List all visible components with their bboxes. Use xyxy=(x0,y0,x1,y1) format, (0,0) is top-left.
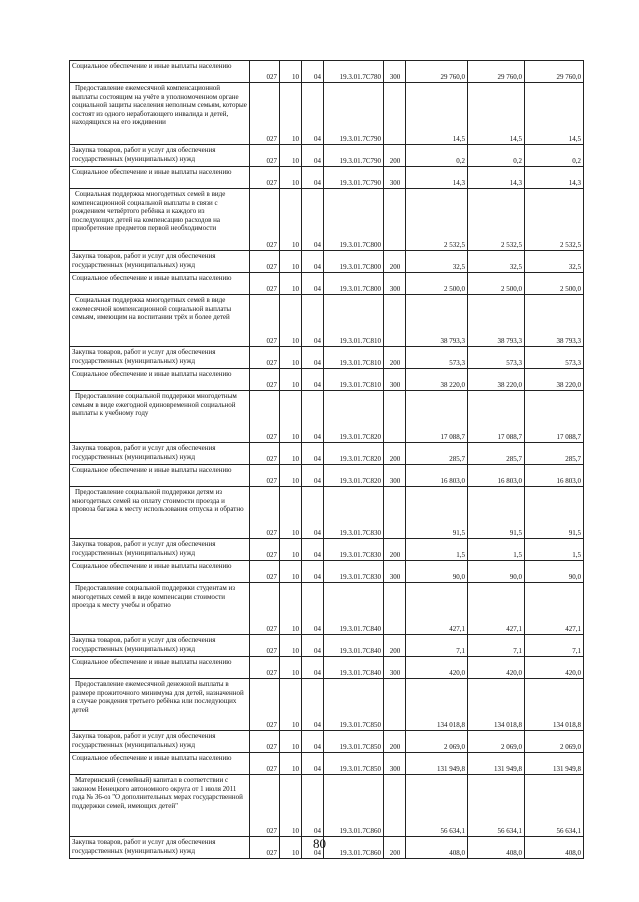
cell-expense-type: 200 xyxy=(384,539,406,561)
cell-target-article: 19.3.01.7С790 xyxy=(324,83,384,145)
cell-target-article: 19.3.01.7С810 xyxy=(324,295,384,347)
cell-expense-type: 300 xyxy=(384,465,406,487)
row-description: Социальное обеспечение и иные выплаты населению xyxy=(70,369,250,391)
cell-section-code: 10 xyxy=(280,731,302,753)
cell-ministry-code: 027 xyxy=(250,539,280,561)
table-row xyxy=(70,753,584,775)
cell-amount-year-3: 14,3 xyxy=(525,167,584,189)
cell-amount-year-3: 2 532,5 xyxy=(525,189,584,251)
table-row xyxy=(70,561,584,583)
row-description: Социальное обеспечение и иные выплаты населению xyxy=(70,167,250,189)
cell-section-code: 10 xyxy=(280,83,302,145)
cell-amount-year-2: 56 634,1 xyxy=(468,775,525,837)
cell-subsection-code: 04 xyxy=(302,369,324,391)
cell-expense-type: 300 xyxy=(384,369,406,391)
cell-ministry-code: 027 xyxy=(250,837,280,859)
row-description: Закупка товаров, работ и услуг для обеспечения государственных (муниципальных) нужд xyxy=(70,347,250,369)
cell-target-article: 19.3.01.7С840 xyxy=(324,657,384,679)
cell-amount-year-3: 573,3 xyxy=(525,347,584,369)
budget-table xyxy=(69,60,584,859)
cell-amount-year-1: 134 018,8 xyxy=(406,679,468,731)
cell-amount-year-2: 408,0 xyxy=(468,837,525,859)
cell-expense-type xyxy=(384,189,406,251)
cell-amount-year-3: 17 088,7 xyxy=(525,391,584,443)
cell-expense-type: 300 xyxy=(384,61,406,83)
cell-target-article: 19.3.01.7С810 xyxy=(324,369,384,391)
cell-target-article: 19.3.01.7С820 xyxy=(324,391,384,443)
cell-expense-type xyxy=(384,583,406,635)
table-row xyxy=(70,635,584,657)
cell-ministry-code: 027 xyxy=(250,487,280,539)
cell-subsection-code: 04 xyxy=(302,635,324,657)
row-description: Предоставление социальной поддержки многодетным семьям в виде ежегодной единовременной социальной выплаты к учебному году xyxy=(70,391,250,443)
cell-ministry-code: 027 xyxy=(250,635,280,657)
cell-target-article: 19.3.01.7С780 xyxy=(324,61,384,83)
cell-ministry-code: 027 xyxy=(250,391,280,443)
cell-amount-year-1: 2 532,5 xyxy=(406,189,468,251)
cell-target-article: 19.3.01.7С830 xyxy=(324,561,384,583)
cell-subsection-code: 04 xyxy=(302,561,324,583)
cell-subsection-code: 04 xyxy=(302,251,324,273)
cell-amount-year-1: 56 634,1 xyxy=(406,775,468,837)
cell-expense-type: 300 xyxy=(384,753,406,775)
cell-subsection-code: 04 xyxy=(302,167,324,189)
cell-expense-type xyxy=(384,295,406,347)
cell-target-article: 19.3.01.7С840 xyxy=(324,583,384,635)
cell-ministry-code: 027 xyxy=(250,251,280,273)
cell-section-code: 10 xyxy=(280,273,302,295)
cell-section-code: 10 xyxy=(280,657,302,679)
cell-section-code: 10 xyxy=(280,561,302,583)
cell-amount-year-3: 14,5 xyxy=(525,83,584,145)
cell-target-article: 19.3.01.7С800 xyxy=(324,189,384,251)
cell-amount-year-1: 1,5 xyxy=(406,539,468,561)
row-description: Социальное обеспечение и иные выплаты населению xyxy=(70,561,250,583)
row-description: Закупка товаров, работ и услуг для обеспечения государственных (муниципальных) нужд xyxy=(70,539,250,561)
cell-expense-type: 200 xyxy=(384,347,406,369)
cell-ministry-code: 027 xyxy=(250,657,280,679)
cell-amount-year-3: 56 634,1 xyxy=(525,775,584,837)
cell-expense-type: 200 xyxy=(384,635,406,657)
table-row xyxy=(70,189,584,251)
cell-amount-year-3: 90,0 xyxy=(525,561,584,583)
cell-target-article: 19.3.01.7С810 xyxy=(324,347,384,369)
table-row xyxy=(70,145,584,167)
cell-expense-type: 200 xyxy=(384,145,406,167)
cell-amount-year-1: 285,7 xyxy=(406,443,468,465)
cell-ministry-code: 027 xyxy=(250,83,280,145)
cell-ministry-code: 027 xyxy=(250,273,280,295)
cell-subsection-code: 04 xyxy=(302,583,324,635)
table-row xyxy=(70,583,584,635)
cell-amount-year-3: 408,0 xyxy=(525,837,584,859)
table-row xyxy=(70,657,584,679)
cell-amount-year-2: 420,0 xyxy=(468,657,525,679)
cell-section-code: 10 xyxy=(280,679,302,731)
cell-section-code: 10 xyxy=(280,251,302,273)
cell-amount-year-2: 1,5 xyxy=(468,539,525,561)
cell-expense-type: 300 xyxy=(384,273,406,295)
cell-target-article: 19.3.01.7С800 xyxy=(324,273,384,295)
cell-ministry-code: 027 xyxy=(250,679,280,731)
cell-amount-year-1: 0,2 xyxy=(406,145,468,167)
cell-amount-year-3: 16 803,0 xyxy=(525,465,584,487)
cell-amount-year-2: 573,3 xyxy=(468,347,525,369)
row-description: Предоставление ежемесячной денежной выплаты в размере прожиточного минимума для детей, назначенной в случае рождения третьего ребёнка или последующих детей xyxy=(70,679,250,731)
cell-amount-year-1: 14,3 xyxy=(406,167,468,189)
table-row xyxy=(70,679,584,731)
cell-amount-year-3: 7,1 xyxy=(525,635,584,657)
cell-ministry-code: 027 xyxy=(250,145,280,167)
cell-ministry-code: 027 xyxy=(250,561,280,583)
row-description: Закупка товаров, работ и услуг для обеспечения государственных (муниципальных) нужд xyxy=(70,251,250,273)
cell-target-article: 19.3.01.7С840 xyxy=(324,635,384,657)
cell-amount-year-3: 131 949,8 xyxy=(525,753,584,775)
cell-expense-type xyxy=(384,487,406,539)
cell-subsection-code: 04 xyxy=(302,443,324,465)
cell-amount-year-1: 408,0 xyxy=(406,837,468,859)
cell-amount-year-1: 16 803,0 xyxy=(406,465,468,487)
cell-expense-type: 300 xyxy=(384,167,406,189)
table-row xyxy=(70,347,584,369)
cell-section-code: 10 xyxy=(280,583,302,635)
cell-subsection-code: 04 xyxy=(302,753,324,775)
cell-amount-year-3: 29 760,0 xyxy=(525,61,584,83)
table-row xyxy=(70,251,584,273)
cell-amount-year-3: 427,1 xyxy=(525,583,584,635)
cell-target-article: 19.3.01.7С790 xyxy=(324,167,384,189)
cell-ministry-code: 027 xyxy=(250,369,280,391)
row-description: Закупка товаров, работ и услуг для обеспечения государственных (муниципальных) нужд xyxy=(70,635,250,657)
cell-amount-year-1: 38 793,3 xyxy=(406,295,468,347)
cell-ministry-code: 027 xyxy=(250,753,280,775)
row-description: Материнский (семейный) капитал в соответствии с законом Ненецкого автономного округа от 1 июля 2011 года № 36-оз "О дополнительных мерах государственной поддержки семей, имеющих детей" xyxy=(70,775,250,837)
cell-target-article: 19.3.01.7С860 xyxy=(324,837,384,859)
row-description: Социальное обеспечение и иные выплаты населению xyxy=(70,61,250,83)
cell-amount-year-3: 1,5 xyxy=(525,539,584,561)
cell-expense-type: 300 xyxy=(384,561,406,583)
cell-amount-year-3: 420,0 xyxy=(525,657,584,679)
cell-subsection-code: 04 xyxy=(302,657,324,679)
cell-section-code: 10 xyxy=(280,347,302,369)
cell-section-code: 10 xyxy=(280,145,302,167)
cell-ministry-code: 027 xyxy=(250,189,280,251)
cell-amount-year-2: 38 793,3 xyxy=(468,295,525,347)
cell-expense-type: 200 xyxy=(384,837,406,859)
table-row xyxy=(70,273,584,295)
cell-amount-year-2: 131 949,8 xyxy=(468,753,525,775)
table-row xyxy=(70,391,584,443)
cell-amount-year-2: 427,1 xyxy=(468,583,525,635)
cell-expense-type xyxy=(384,679,406,731)
cell-amount-year-2: 16 803,0 xyxy=(468,465,525,487)
cell-subsection-code: 04 xyxy=(302,539,324,561)
cell-amount-year-3: 38 220,0 xyxy=(525,369,584,391)
table-row xyxy=(70,295,584,347)
cell-expense-type: 300 xyxy=(384,657,406,679)
cell-section-code: 10 xyxy=(280,295,302,347)
cell-subsection-code: 04 xyxy=(302,145,324,167)
cell-target-article: 19.3.01.7С800 xyxy=(324,251,384,273)
cell-target-article: 19.3.01.7С820 xyxy=(324,465,384,487)
page-number: 80 xyxy=(313,836,326,851)
cell-target-article: 19.3.01.7С850 xyxy=(324,731,384,753)
cell-amount-year-2: 0,2 xyxy=(468,145,525,167)
cell-amount-year-1: 420,0 xyxy=(406,657,468,679)
cell-amount-year-1: 91,5 xyxy=(406,487,468,539)
cell-target-article: 19.3.01.7С860 xyxy=(324,775,384,837)
cell-amount-year-2: 29 760,0 xyxy=(468,61,525,83)
row-description: Социальная поддержка многодетных семей в виде ежемесячной компенсационной социальной выплаты семьям, имеющим на воспитании трёх и более детей xyxy=(70,295,250,347)
cell-amount-year-3: 2 500,0 xyxy=(525,273,584,295)
row-description: Социальное обеспечение и иные выплаты населению xyxy=(70,465,250,487)
cell-subsection-code: 04 xyxy=(302,189,324,251)
table-row xyxy=(70,487,584,539)
cell-amount-year-2: 17 088,7 xyxy=(468,391,525,443)
cell-section-code: 10 xyxy=(280,753,302,775)
cell-subsection-code: 04 xyxy=(302,295,324,347)
cell-target-article: 19.3.01.7С850 xyxy=(324,679,384,731)
cell-expense-type xyxy=(384,391,406,443)
cell-expense-type xyxy=(384,775,406,837)
cell-expense-type: 200 xyxy=(384,251,406,273)
cell-amount-year-2: 14,3 xyxy=(468,167,525,189)
cell-target-article: 19.3.01.7С850 xyxy=(324,753,384,775)
cell-expense-type: 200 xyxy=(384,443,406,465)
cell-subsection-code: 04 xyxy=(302,731,324,753)
row-description: Предоставление социальной поддержки детям из многодетных семей на оплату стоимости проезда и провоза багажа к месту использования отпуска и обратно xyxy=(70,487,250,539)
cell-section-code: 10 xyxy=(280,391,302,443)
cell-amount-year-1: 38 220,0 xyxy=(406,369,468,391)
cell-expense-type: 200 xyxy=(384,731,406,753)
cell-amount-year-2: 2 069,0 xyxy=(468,731,525,753)
cell-section-code: 10 xyxy=(280,635,302,657)
cell-amount-year-2: 285,7 xyxy=(468,443,525,465)
cell-amount-year-3: 2 069,0 xyxy=(525,731,584,753)
row-description: Социальное обеспечение и иные выплаты населению xyxy=(70,273,250,295)
cell-amount-year-3: 134 018,8 xyxy=(525,679,584,731)
cell-amount-year-3: 91,5 xyxy=(525,487,584,539)
table-row xyxy=(70,83,584,145)
table-row xyxy=(70,369,584,391)
cell-target-article: 19.3.01.7С820 xyxy=(324,443,384,465)
cell-amount-year-2: 134 018,8 xyxy=(468,679,525,731)
cell-amount-year-3: 0,2 xyxy=(525,145,584,167)
table-row xyxy=(70,167,584,189)
table-row xyxy=(70,61,584,83)
cell-section-code: 10 xyxy=(280,465,302,487)
cell-section-code: 10 xyxy=(280,369,302,391)
cell-amount-year-2: 2 532,5 xyxy=(468,189,525,251)
cell-target-article: 19.3.01.7С830 xyxy=(324,487,384,539)
cell-amount-year-2: 14,5 xyxy=(468,83,525,145)
cell-ministry-code: 027 xyxy=(250,443,280,465)
cell-amount-year-1: 7,1 xyxy=(406,635,468,657)
cell-subsection-code: 04 xyxy=(302,391,324,443)
cell-expense-type xyxy=(384,83,406,145)
row-description: Предоставление ежемесячной компенсационной выплаты состоящим на учёте в уполномоченном органе социальной защиты населения неполным семьям, которые состоят из одного неработающего инвалида и детей, находящихся на его иждивении xyxy=(70,83,250,145)
cell-subsection-code: 04 xyxy=(302,679,324,731)
row-description: Закупка товаров, работ и услуг для обеспечения государственных (муниципальных) нужд xyxy=(70,145,250,167)
row-description: Социальная поддержка многодетных семей в виде компенсационной социальной выплаты в связи с рождением четвёртого ребёнка и каждого из последующих детей на компенсацию расходов на приобретение предметов первой необходимости xyxy=(70,189,250,251)
cell-amount-year-2: 90,0 xyxy=(468,561,525,583)
cell-section-code: 10 xyxy=(280,487,302,539)
table-row xyxy=(70,731,584,753)
row-description: Предоставление социальной поддержки студентам из многодетных семей в виде компенсации стоимости проезда к месту учебы и обратно xyxy=(70,583,250,635)
cell-amount-year-1: 2 500,0 xyxy=(406,273,468,295)
cell-subsection-code: 04 xyxy=(302,775,324,837)
cell-ministry-code: 027 xyxy=(250,775,280,837)
cell-amount-year-3: 32,5 xyxy=(525,251,584,273)
table-body xyxy=(70,61,584,859)
cell-subsection-code: 04 xyxy=(302,83,324,145)
row-description: Закупка товаров, работ и услуг для обеспечения государственных (муниципальных) нужд xyxy=(70,837,250,859)
cell-amount-year-1: 90,0 xyxy=(406,561,468,583)
cell-amount-year-1: 29 760,0 xyxy=(406,61,468,83)
cell-subsection-code: 04 xyxy=(302,465,324,487)
cell-amount-year-3: 285,7 xyxy=(525,443,584,465)
cell-amount-year-1: 2 069,0 xyxy=(406,731,468,753)
cell-section-code: 10 xyxy=(280,539,302,561)
table-row xyxy=(70,539,584,561)
table-row xyxy=(70,443,584,465)
table-row xyxy=(70,465,584,487)
cell-section-code: 10 xyxy=(280,837,302,859)
cell-subsection-code: 04 xyxy=(302,61,324,83)
row-description: Закупка товаров, работ и услуг для обеспечения государственных (муниципальных) нужд xyxy=(70,443,250,465)
row-description: Закупка товаров, работ и услуг для обеспечения государственных (муниципальных) нужд xyxy=(70,731,250,753)
cell-amount-year-1: 32,5 xyxy=(406,251,468,273)
cell-amount-year-2: 2 500,0 xyxy=(468,273,525,295)
cell-amount-year-2: 38 220,0 xyxy=(468,369,525,391)
cell-subsection-code: 04 xyxy=(302,273,324,295)
cell-section-code: 10 xyxy=(280,775,302,837)
cell-ministry-code: 027 xyxy=(250,465,280,487)
cell-target-article: 19.3.01.7С830 xyxy=(324,539,384,561)
cell-ministry-code: 027 xyxy=(250,61,280,83)
cell-target-article: 19.3.01.7С790 xyxy=(324,145,384,167)
cell-ministry-code: 027 xyxy=(250,731,280,753)
row-description: Социальное обеспечение и иные выплаты населению xyxy=(70,753,250,775)
cell-amount-year-1: 427,1 xyxy=(406,583,468,635)
cell-amount-year-1: 17 088,7 xyxy=(406,391,468,443)
cell-subsection-code: 04 xyxy=(302,347,324,369)
cell-section-code: 10 xyxy=(280,443,302,465)
cell-amount-year-3: 38 793,3 xyxy=(525,295,584,347)
cell-subsection-code: 04 xyxy=(302,487,324,539)
cell-ministry-code: 027 xyxy=(250,295,280,347)
cell-section-code: 10 xyxy=(280,189,302,251)
table-row xyxy=(70,775,584,837)
cell-amount-year-2: 32,5 xyxy=(468,251,525,273)
cell-amount-year-2: 7,1 xyxy=(468,635,525,657)
cell-section-code: 10 xyxy=(280,167,302,189)
cell-section-code: 10 xyxy=(280,61,302,83)
row-description: Социальное обеспечение и иные выплаты населению xyxy=(70,657,250,679)
cell-amount-year-1: 14,5 xyxy=(406,83,468,145)
cell-amount-year-1: 131 949,8 xyxy=(406,753,468,775)
cell-ministry-code: 027 xyxy=(250,347,280,369)
cell-amount-year-1: 573,3 xyxy=(406,347,468,369)
cell-subsection-code: 04 xyxy=(302,837,324,859)
cell-amount-year-2: 91,5 xyxy=(468,487,525,539)
cell-ministry-code: 027 xyxy=(250,583,280,635)
cell-ministry-code: 027 xyxy=(250,167,280,189)
